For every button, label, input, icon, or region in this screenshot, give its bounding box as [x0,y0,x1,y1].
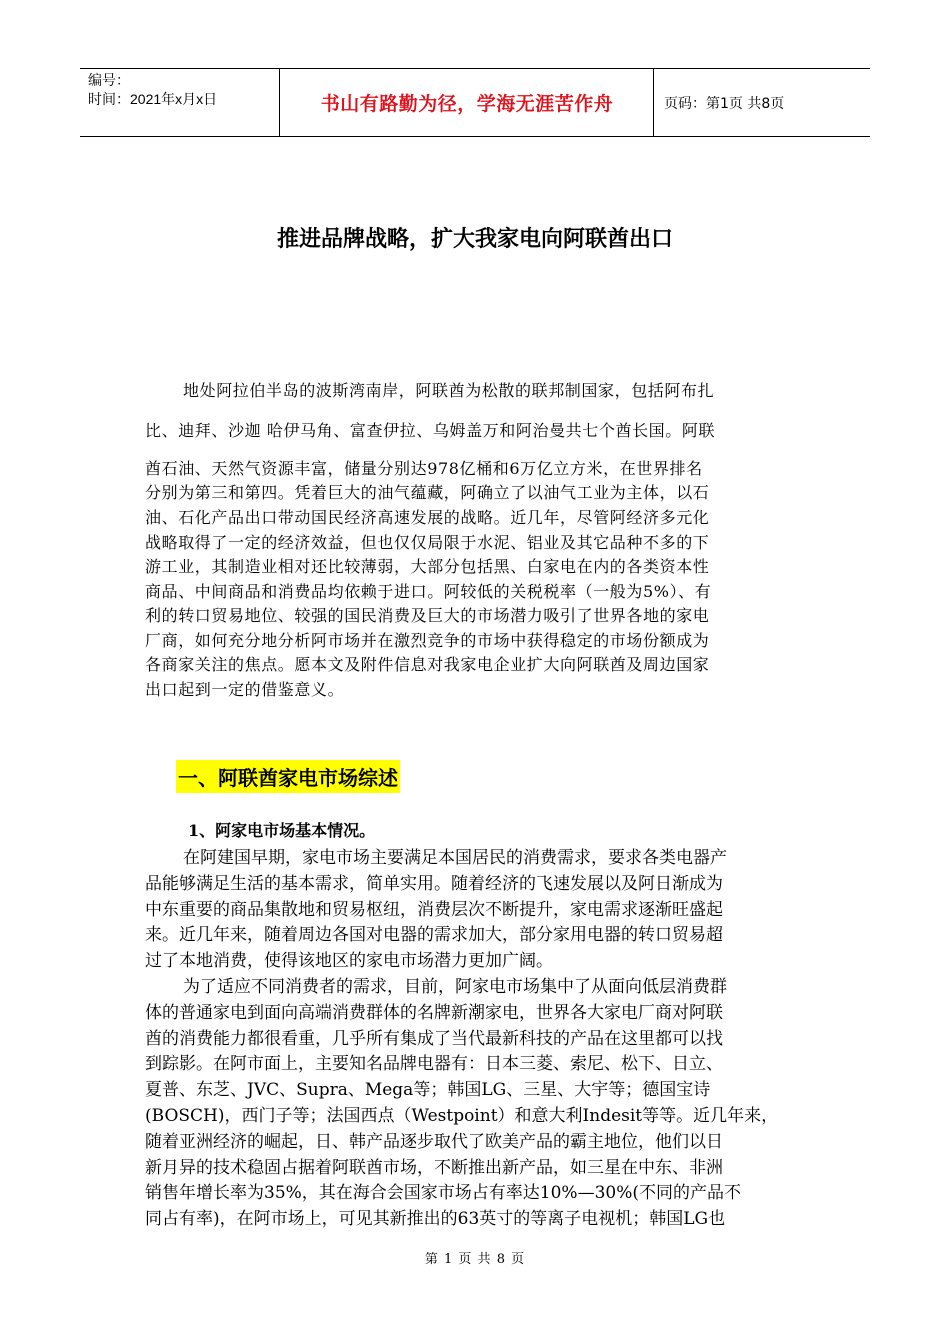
body-line: 夏普、东芝、JVC、Supra、Mega等；韩国LG、三星、大宇等；德国宝诗 [145,1080,711,1101]
intro-line: 分别为第三和第四。凭着巨大的油气蕴藏，阿确立了以油气工业为主体，以石 [145,483,710,502]
intro-line: 厂商，如何充分地分析阿市场并在激烈竞争的市场中获得稳定的市场份额成为 [145,631,710,650]
page-footer: 第 1 页 共 8 页 [424,1252,526,1267]
body-line: (BOSCH)，西门子等；法国西点（Westpoint）和意大利Indesit等等。近几年来， [145,1105,779,1126]
time-label: 时间：2021年x月x日 [88,91,218,107]
intro-line: 游工业，其制造业相对还比较薄弱，大部分包括黑、白家电在内的各类资本性 [145,557,710,576]
body-line: 酋的消费能力都很看重，几乎所有集成了当代最新科技的产品在这里都可以找 [145,1028,723,1049]
body-line: 随着亚洲经济的崛起，日、韩产品逐步取代了欧美产品的霸主地位，他们以日 [145,1131,723,1152]
body-line: 体的普通家电到面向高端消费群体的名牌新潮家电，世界各大家电厂商对阿联 [145,1002,723,1023]
intro-line: 地处阿拉伯半岛的波斯湾南岸，阿联酋为松散的联邦制国家，包括阿布扎 [183,381,715,400]
intro-line: 商品、中间商品和消费品均依赖于进口。阿较低的关税税率（一般为5%）、有 [145,582,712,601]
body-line: 销售年增长率为35%，其在海合会国家市场占有率达10%—30%(不同的产品不 [145,1183,741,1204]
body-line: 同占有率)，在阿市场上，可见其新推出的63英寸的等离子电视机；韩国LG也 [145,1209,726,1230]
intro-line: 油、石化产品出口带动国民经济高速发展的战略。近几年，尽管阿经济多元化 [145,508,710,527]
body-line: 新月异的技术稳固占据着阿联酋市场，不断推出新产品，如三星在中东、非洲 [145,1157,723,1178]
document-title: 推进品牌战略，扩大我家电向阿联酋出口 [276,227,673,252]
header-left-cell [80,69,280,136]
page-info: 页码：第1页 共8页 [664,95,785,112]
intro-line: 比、迪拜、沙迦 哈伊马角、富查伊拉、乌姆盖万和阿治曼共七个酋长国。阿联 [145,421,716,440]
intro-line: 酋石油、天然气资源丰富，储量分别达978亿桶和6万亿立方米，在世界排名 [145,459,703,478]
subheading: 1、阿家电市场基本情况。 [188,821,376,840]
motto: 书山有路勤为径，学海无涯苦作舟 [281,69,654,136]
body-line: 品能够满足生活的基本需求，简单实用。随着经济的飞速发展以及阿日渐成为 [145,873,723,894]
body-line: 来。近几年来，随着周边各国对电器的需求加大，部分家用电器的转口贸易超 [145,925,723,946]
intro-line: 各商家关注的焦点。愿本文及附件信息对我家电企业扩大向阿联酋及周边国家 [145,655,710,674]
body-text [145,846,807,1233]
body-line: 在阿建国早期，家电市场主要满足本国居民的消费需求，要求各类电器产 [183,848,727,868]
section-heading: 一、阿联酋家电市场综述 [176,760,400,793]
intro-line: 出口起到一定的借鉴意义。 [145,680,345,699]
intro-line: 利的转口贸易地位、较强的国民消费及巨大的市场潜力吸引了世界各地的家电 [145,606,710,625]
body-line: 中东重要的商品集散地和贸易枢纽，消费层次不断提升，家电需求逐渐旺盛起 [145,899,723,920]
body-line: 到踪影。在阿市面上，主要知名品牌电器有：日本三菱、索尼、松下、日立、 [145,1054,723,1075]
header-table [80,68,870,137]
body-line: 为了适应不同消费者的需求，目前，阿家电市场集中了从面向低层消费群 [183,976,727,997]
body-line: 过了本地消费，使得该地区的家电市场潜力更加广阔。 [145,951,553,972]
number-label: 编号： [88,72,130,88]
intro-line: 战略取得了一定的经济效益，但也仅仅局限于水泥、铝业及其它品种不多的下 [145,533,710,552]
